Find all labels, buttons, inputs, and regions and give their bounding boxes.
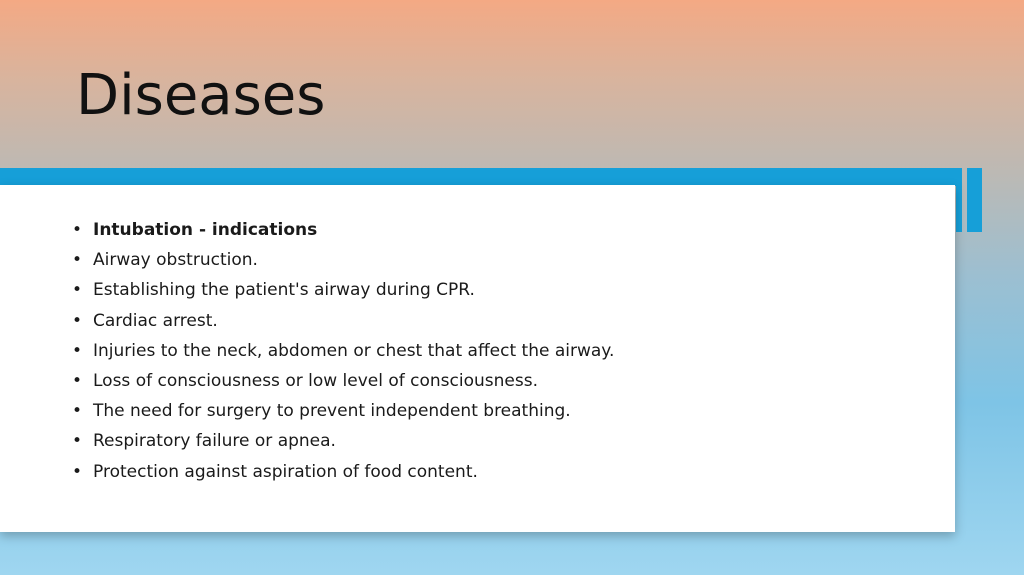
bullet-text: The need for surgery to prevent independent breathing.	[93, 401, 571, 422]
bullet-item-heading	[72, 215, 614, 245]
bullet-item	[72, 275, 614, 305]
bullet-item	[72, 396, 614, 426]
bullet-text: Loss of consciousness or low level of consciousness.	[93, 371, 538, 392]
bullet-text: Injuries to the neck, abdomen or chest that affect the airway.	[93, 340, 615, 361]
slide-title: Diseases	[76, 63, 326, 128]
bullet-icon: •	[72, 461, 83, 482]
accent-bar-thin	[956, 168, 962, 232]
accent-bar-thick	[967, 168, 982, 232]
bullet-item	[72, 245, 614, 275]
bullet-icon: •	[72, 310, 83, 331]
bullet-item	[72, 306, 614, 336]
bullet-text: Airway obstruction.	[93, 250, 258, 271]
bullet-item	[72, 336, 614, 366]
bullet-text: Establishing the patient's airway during CPR.	[93, 280, 475, 301]
bullet-icon: •	[72, 340, 83, 361]
bullet-item	[72, 366, 614, 396]
bullet-icon: •	[72, 280, 83, 301]
bullet-text: Cardiac arrest.	[93, 310, 218, 331]
bullet-text: Intubation - indications	[93, 220, 318, 240]
bullet-text: Respiratory failure or apnea.	[93, 431, 336, 452]
bullet-item	[72, 457, 614, 487]
bullet-icon: •	[72, 250, 83, 271]
bullet-item	[72, 426, 614, 456]
bullet-text: Protection against aspiration of food content.	[93, 461, 478, 482]
bullet-icon: •	[72, 401, 83, 422]
bullet-icon: •	[72, 431, 83, 452]
bullet-icon: •	[72, 371, 83, 392]
accent-band	[0, 168, 956, 186]
bullet-icon: •	[72, 220, 83, 240]
bullet-list	[72, 215, 614, 487]
